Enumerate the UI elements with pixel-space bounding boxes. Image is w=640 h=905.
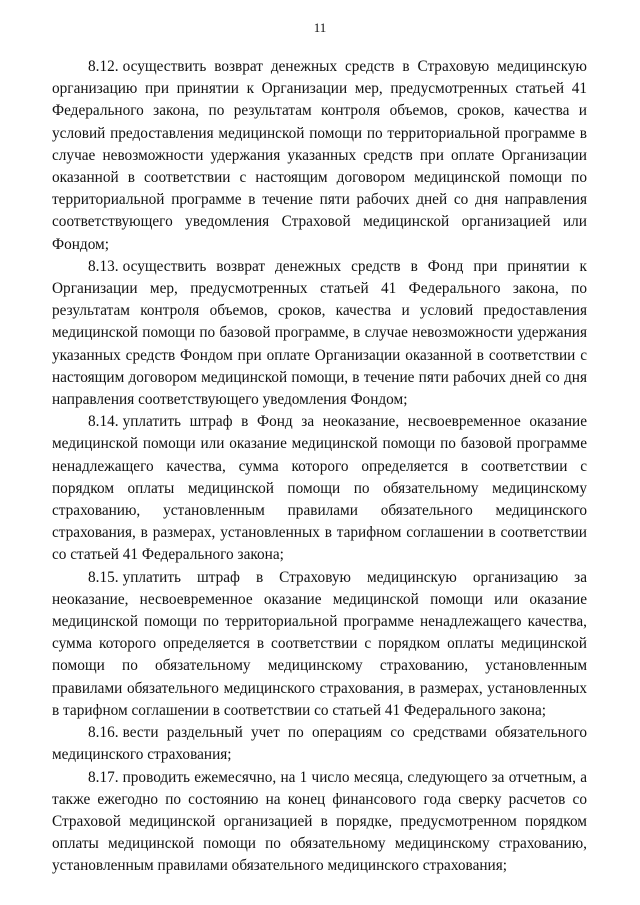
clause-8-12	[52, 56, 587, 256]
page-number: 11	[313, 20, 327, 35]
clause-number: 8.15.	[88, 568, 119, 586]
clause-8-15	[52, 567, 587, 722]
clause-number: 8.14.	[88, 413, 119, 431]
clause-text: вести раздельный учет по операциям со средствами обязательного медицинского страхования;	[52, 724, 587, 764]
clause-number: 8.17.	[88, 768, 119, 786]
clause-number: 8.13.	[88, 257, 119, 275]
clause-text: проводить ежемесячно, на 1 число месяца, следующего за отчетным, а также ежегодно по состоянию на конец финансового года сверку расчетов со Страховой медицинской организацией в порядке, предусмотренном порядком оплаты медицинской помощи по обязательному медицинскому страхованию, установленным правилами обязательного медицинского страхования;	[52, 768, 587, 875]
clause-8-14	[52, 411, 587, 566]
clause-text: уплатить штраф в Фонд за неоказание, несвоевременное оказание медицинской помощи или оказание медицинской помощи по базовой программе ненадлежащего качества, сумма которого определяется в соответствии с порядком оплаты медицинской помощи по обязательному медицинскому страхованию, установленным правилами обязательного медицинского страхования, в размерах, установленных в тарифном соглашении в соответствии со статьей 41 Федерального закона;	[52, 413, 587, 564]
clause-8-17	[52, 767, 587, 878]
clause-8-16	[52, 722, 587, 766]
clause-8-13	[52, 256, 587, 411]
clause-number: 8.16.	[88, 724, 119, 742]
clause-text: осуществить возврат денежных средств в Фонд при принятии к Организации мер, предусмотренных статьей 41 Федерального закона, по результатам контроля объемов, сроков, качества и условий предоставления медицинской помощи по базовой программе, в случае невозможности удержания указанных средств Фондом при оплате Организации оказанной в соответствии с настоящим договором медицинской помощи, в течение пяти рабочих дней со дня направления соответствующего уведомления Фондом;	[52, 257, 587, 409]
clause-text: уплатить штраф в Страховую медицинскую организацию за неоказание, несвоевременное оказание медицинской помощи или оказание медицинской помощи по территориальной программе ненадлежащего качества, сумма которого определяется в соответствии с порядком оплаты медицинской помощи по обязательному медицинскому страхованию, установленным правилами обязательного медицинского страхования, в размерах, установленных в тарифном соглашении в соответствии со статьей 41 Федерального закона;	[52, 568, 587, 719]
document-body	[52, 56, 587, 878]
clause-number: 8.12.	[88, 58, 119, 75]
clause-text: осуществить возврат денежных средств в Страховую медицинскую организацию при принятии к Организации мер, предусмотренных статьей 41 Федерального закона, по результатам контроля объемов, сроков, качества и условий предоставления медицинской помощи по территориальной программе в случае невозможности удержания указанных средств при оплате Организации оказанной в соответствии с настоящим договором медицинской помощи по территориальной программе в течение пяти рабочих дней со дня направления соответствующего уведомления Страховой медицинской организацией или Фондом;	[52, 58, 587, 253]
